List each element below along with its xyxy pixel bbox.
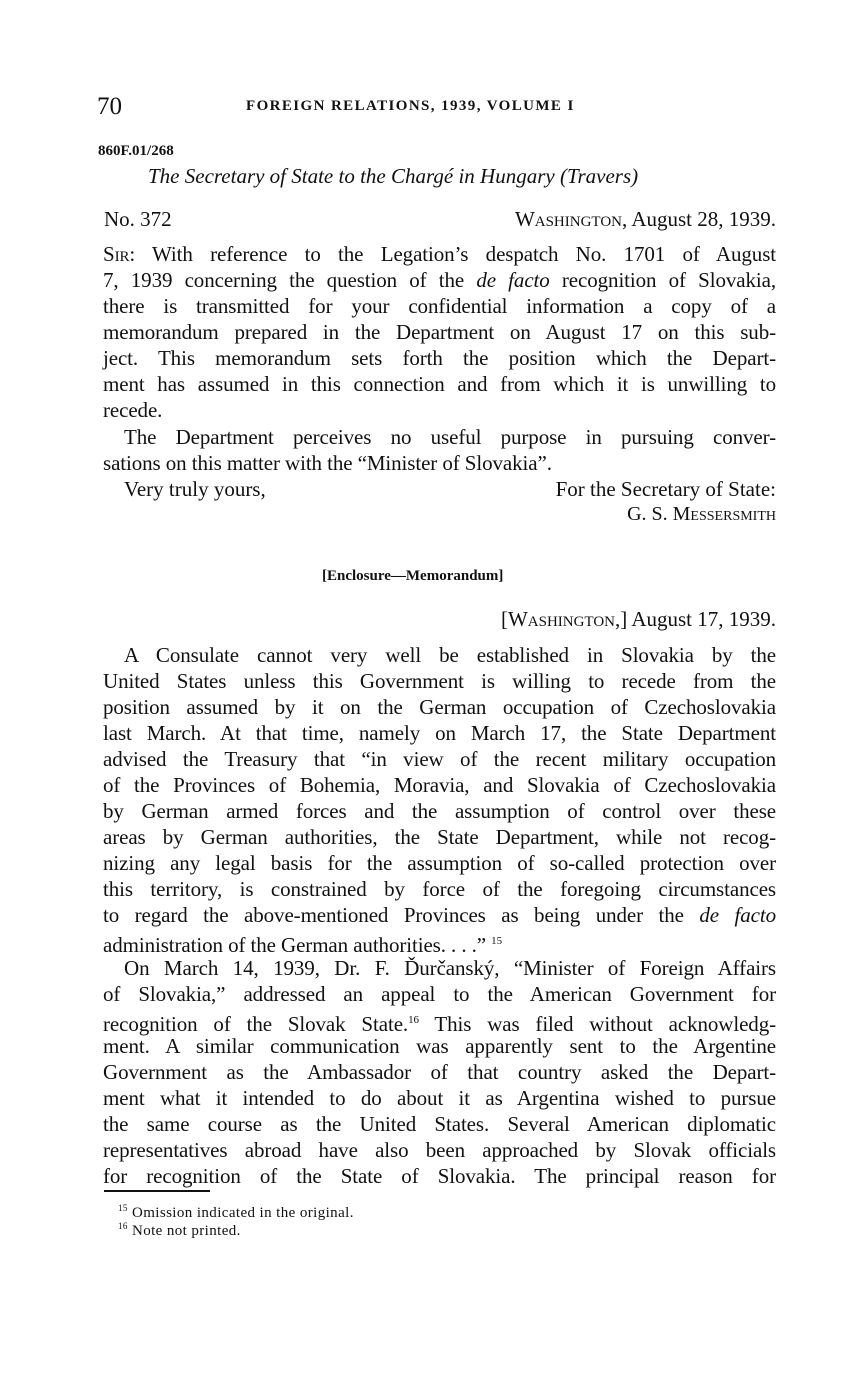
memo-line: recognition of the Slovak State.$^{16}$ This was filed without acknowledg- — [103, 1012, 776, 1036]
page-number: 70 — [97, 93, 122, 120]
footnote-ref: 15 — [491, 935, 502, 947]
memo-line: last March. At that time, namely on March 17, the State Department — [103, 721, 776, 745]
letter-line: 7, 1939 concerning the question of the de facto recognition of Slovakia, — [103, 268, 777, 292]
memo-line: A Consulate cannot very well be established in Slovakia by the — [124, 643, 776, 667]
footnote: $^{15}$ Omission indicated in the original. — [118, 1203, 354, 1221]
memo-line: of the Provinces of Bohemia, Moravia, and Slovakia of Czechoslovakia — [103, 773, 776, 797]
memo-line: ment. A similar communication was apparently sent to the Argentine — [103, 1034, 776, 1058]
memo-line: representatives abroad have also been approached by Slovak officials — [103, 1138, 776, 1162]
document-title: The Secretary of State to the Chargé in Hungary (Travers) — [148, 164, 639, 188]
letter-line: ject. This memorandum sets forth the position which the Depart- — [103, 346, 776, 370]
file-number: 860F.01/268 — [98, 143, 174, 159]
memo-line: On March 14, 1939, Dr. F. Ďurčanský, “Minister of Foreign Affairs — [124, 956, 776, 980]
footnote: $^{16}$ Note not printed. — [118, 1221, 241, 1239]
running-title: FOREIGN RELATIONS, 1939, VOLUME I — [246, 98, 575, 114]
memo-line: areas by German authorities, the State Department, while not recog- — [103, 825, 776, 849]
letter-line: The Department perceives no useful purpose in pursuing conver- — [124, 425, 776, 449]
letter-line: ment has assumed in this connection and from which it is unwilling to — [103, 372, 776, 396]
memo-line: this territory, is constrained by force of the foregoing circumstances — [103, 877, 776, 901]
memo-line: nizing any legal basis for the assumption of so-called protection over — [103, 851, 776, 875]
closing: Very truly yours, — [124, 477, 266, 501]
footnote-ref: 16 — [408, 1014, 419, 1026]
enclosure-label: [Enclosure—Memorandum] — [322, 568, 504, 584]
memo-line: for recognition of the State of Slovakia. The principal reason for — [103, 1164, 776, 1188]
memo-line: to regard the above-mentioned Provinces as being under the de facto — [103, 903, 777, 927]
footnote-rule — [104, 1190, 210, 1192]
letter-line: recede. — [103, 398, 163, 422]
dateline: Washington, August 28, 1939. — [514, 207, 776, 231]
memo-line: advised the Treasury that “in view of the recent military occupation — [103, 747, 776, 771]
memo-line: position assumed by it on the German occupation of Czechoslovakia — [103, 695, 776, 719]
memo-line: ment what it intended to do about it as Argentina wished to pursue — [103, 1086, 776, 1110]
despatch-number: No. 372 — [104, 207, 172, 231]
memo-line: administration of the German authorities. . . .” $^{15}$ — [103, 933, 502, 957]
memo-line: of Slovakia,” addressed an appeal to the American Government for — [103, 982, 776, 1006]
signature: G. S. Messersmith — [627, 503, 776, 525]
letter-line: memorandum prepared in the Department on August 17 on this sub- — [103, 320, 776, 344]
letter-line: there is transmitted for your confidential information a copy of a — [103, 294, 776, 318]
for-secretary: For the Secretary of State: — [555, 477, 776, 501]
letter-line: sations on this matter with the “Minister of Slovakia”. — [103, 451, 552, 475]
letter-line: Sir: With reference to the Legation’s despatch No. 1701 of August — [103, 242, 776, 266]
salutation: Sir — [103, 242, 130, 266]
memo-line: United States unless this Government is willing to recede from the — [103, 669, 776, 693]
memo-line: Government as the Ambassador of that country asked the Depart- — [103, 1060, 776, 1084]
memo-dateline: [Washington,] August 17, 1939. — [500, 607, 776, 631]
memo-line: by German armed forces and the assumption of control over these — [103, 799, 776, 823]
memo-line: the same course as the United States. Several American diplomatic — [103, 1112, 776, 1136]
